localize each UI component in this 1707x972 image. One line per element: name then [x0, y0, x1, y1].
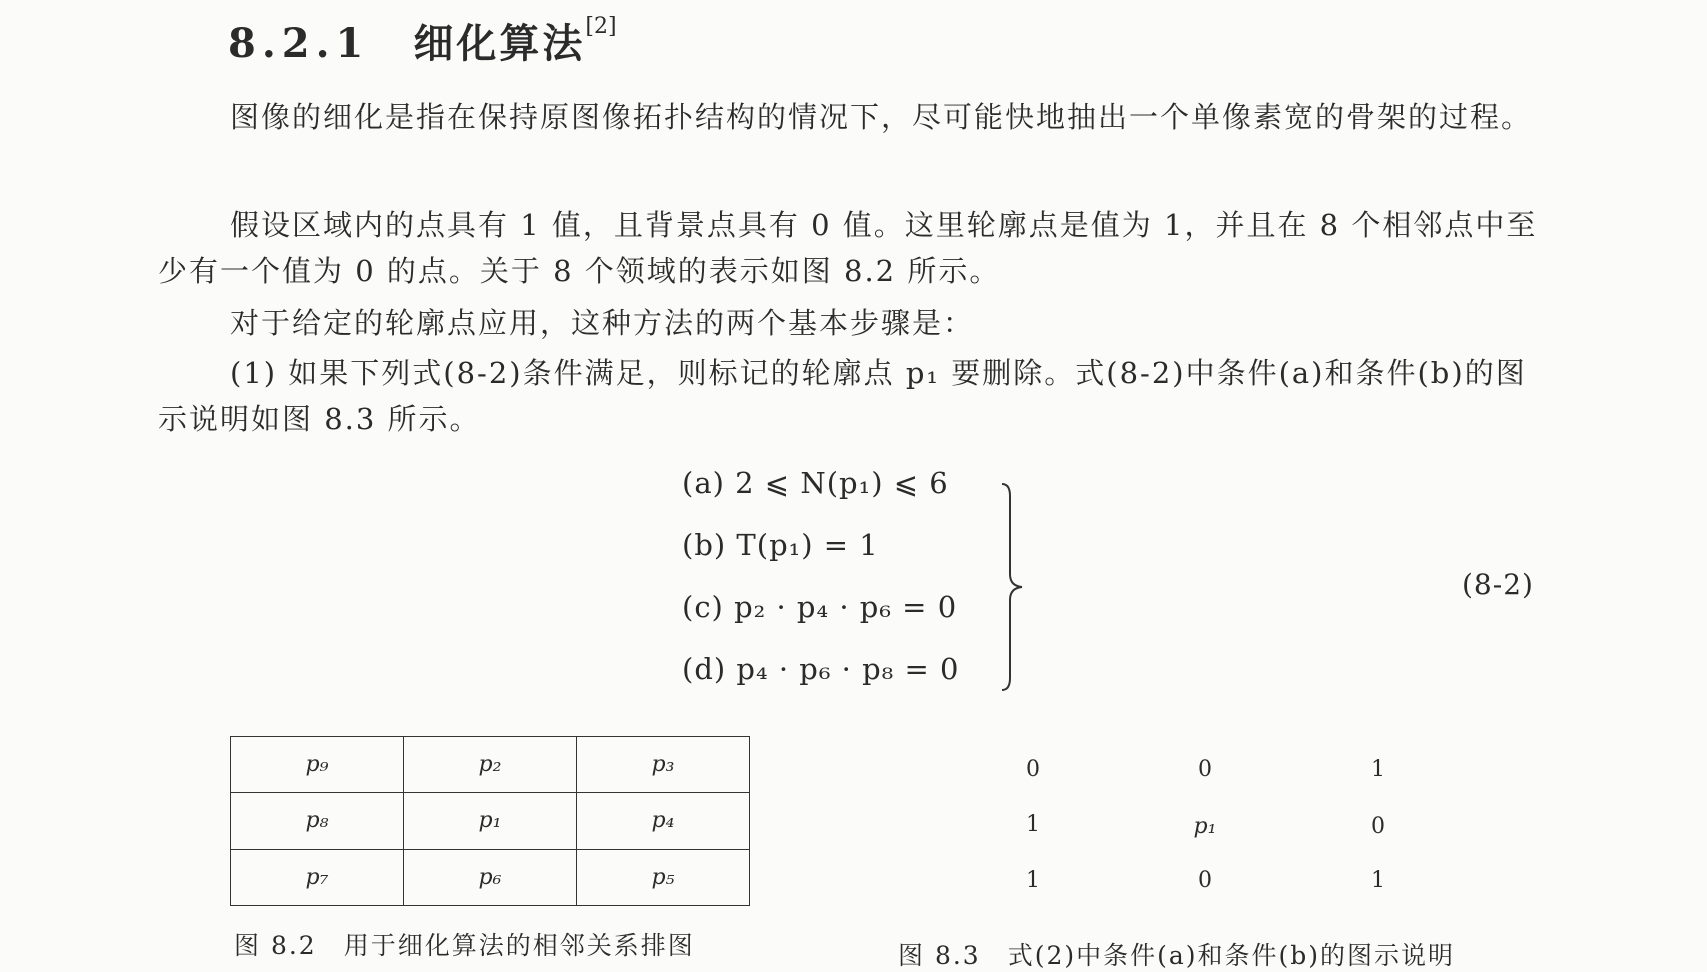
matrix-cell: p₁: [1193, 814, 1217, 839]
section-ref: [2]: [585, 14, 617, 39]
condition-d: (d) p₄ · p₆ · p₈ = 0: [682, 652, 960, 686]
matrix-cell: 0: [1198, 868, 1212, 893]
grid-cell: p₅: [577, 849, 750, 905]
figure-8-3-caption: 图 8.3 式(2)中条件(a)和条件(b)的图示说明: [898, 941, 1456, 970]
matrix-cell: 1: [1371, 868, 1385, 893]
equation-number: (8-2): [1462, 568, 1534, 601]
neighborhood-grid: [230, 736, 750, 906]
paragraph-4: (1) 如果下列式(8-2)条件满足，则标记的轮廓点 p₁ 要删除。式(8-2)中条件(a)和条件(b)的图示说明如图 8.3 所示。: [158, 356, 1527, 436]
matrix-cell: 0: [1198, 757, 1212, 782]
grid-cell: p₇: [231, 849, 404, 905]
figure-8-2-caption: 图 8.2 用于细化算法的相邻关系排图: [234, 931, 695, 960]
grid-cell: p₄: [577, 793, 750, 849]
paragraph-3: 对于给定的轮廓点应用，这种方法的两个基本步骤是：: [230, 306, 975, 340]
condition-a: (a) 2 ⩽ N(p₁) ⩽ 6: [682, 466, 949, 500]
grid-cell: p₁: [404, 793, 577, 849]
section-heading: [228, 12, 617, 69]
matrix-cell: 1: [1026, 812, 1040, 837]
matrix-cell: 1: [1026, 868, 1040, 893]
matrix-cell: 0: [1026, 757, 1040, 782]
grid-cell: p₈: [231, 793, 404, 849]
matrix-cell: 1: [1371, 757, 1385, 782]
grid-cell: p₉: [231, 737, 404, 793]
paragraph-1: 图像的细化是指在保持原图像拓扑结构的情况下，尽可能快地抽出一个单像素宽的骨架的过程。: [230, 100, 1533, 134]
right-brace-icon: [1000, 482, 1026, 692]
grid-cell: p₆: [404, 849, 577, 905]
matrix-cell: 0: [1371, 814, 1385, 839]
grid-cell: p₂: [404, 737, 577, 793]
grid-cell: p₃: [577, 737, 750, 793]
condition-c: (c) p₂ · p₄ · p₆ = 0: [682, 590, 958, 624]
condition-b: (b) T(p₁) = 1: [682, 528, 879, 562]
section-title: 细化算法: [413, 20, 586, 67]
paragraph-2: 假设区域内的点具有 1 值，且背景点具有 0 值。这里轮廓点是值为 1，并且在 8 个相邻点中至少有一个值为 0 的点。关于 8 个领域的表示如图 8.2 所示。: [158, 208, 1538, 288]
section-number: 8.2.1: [228, 20, 370, 67]
